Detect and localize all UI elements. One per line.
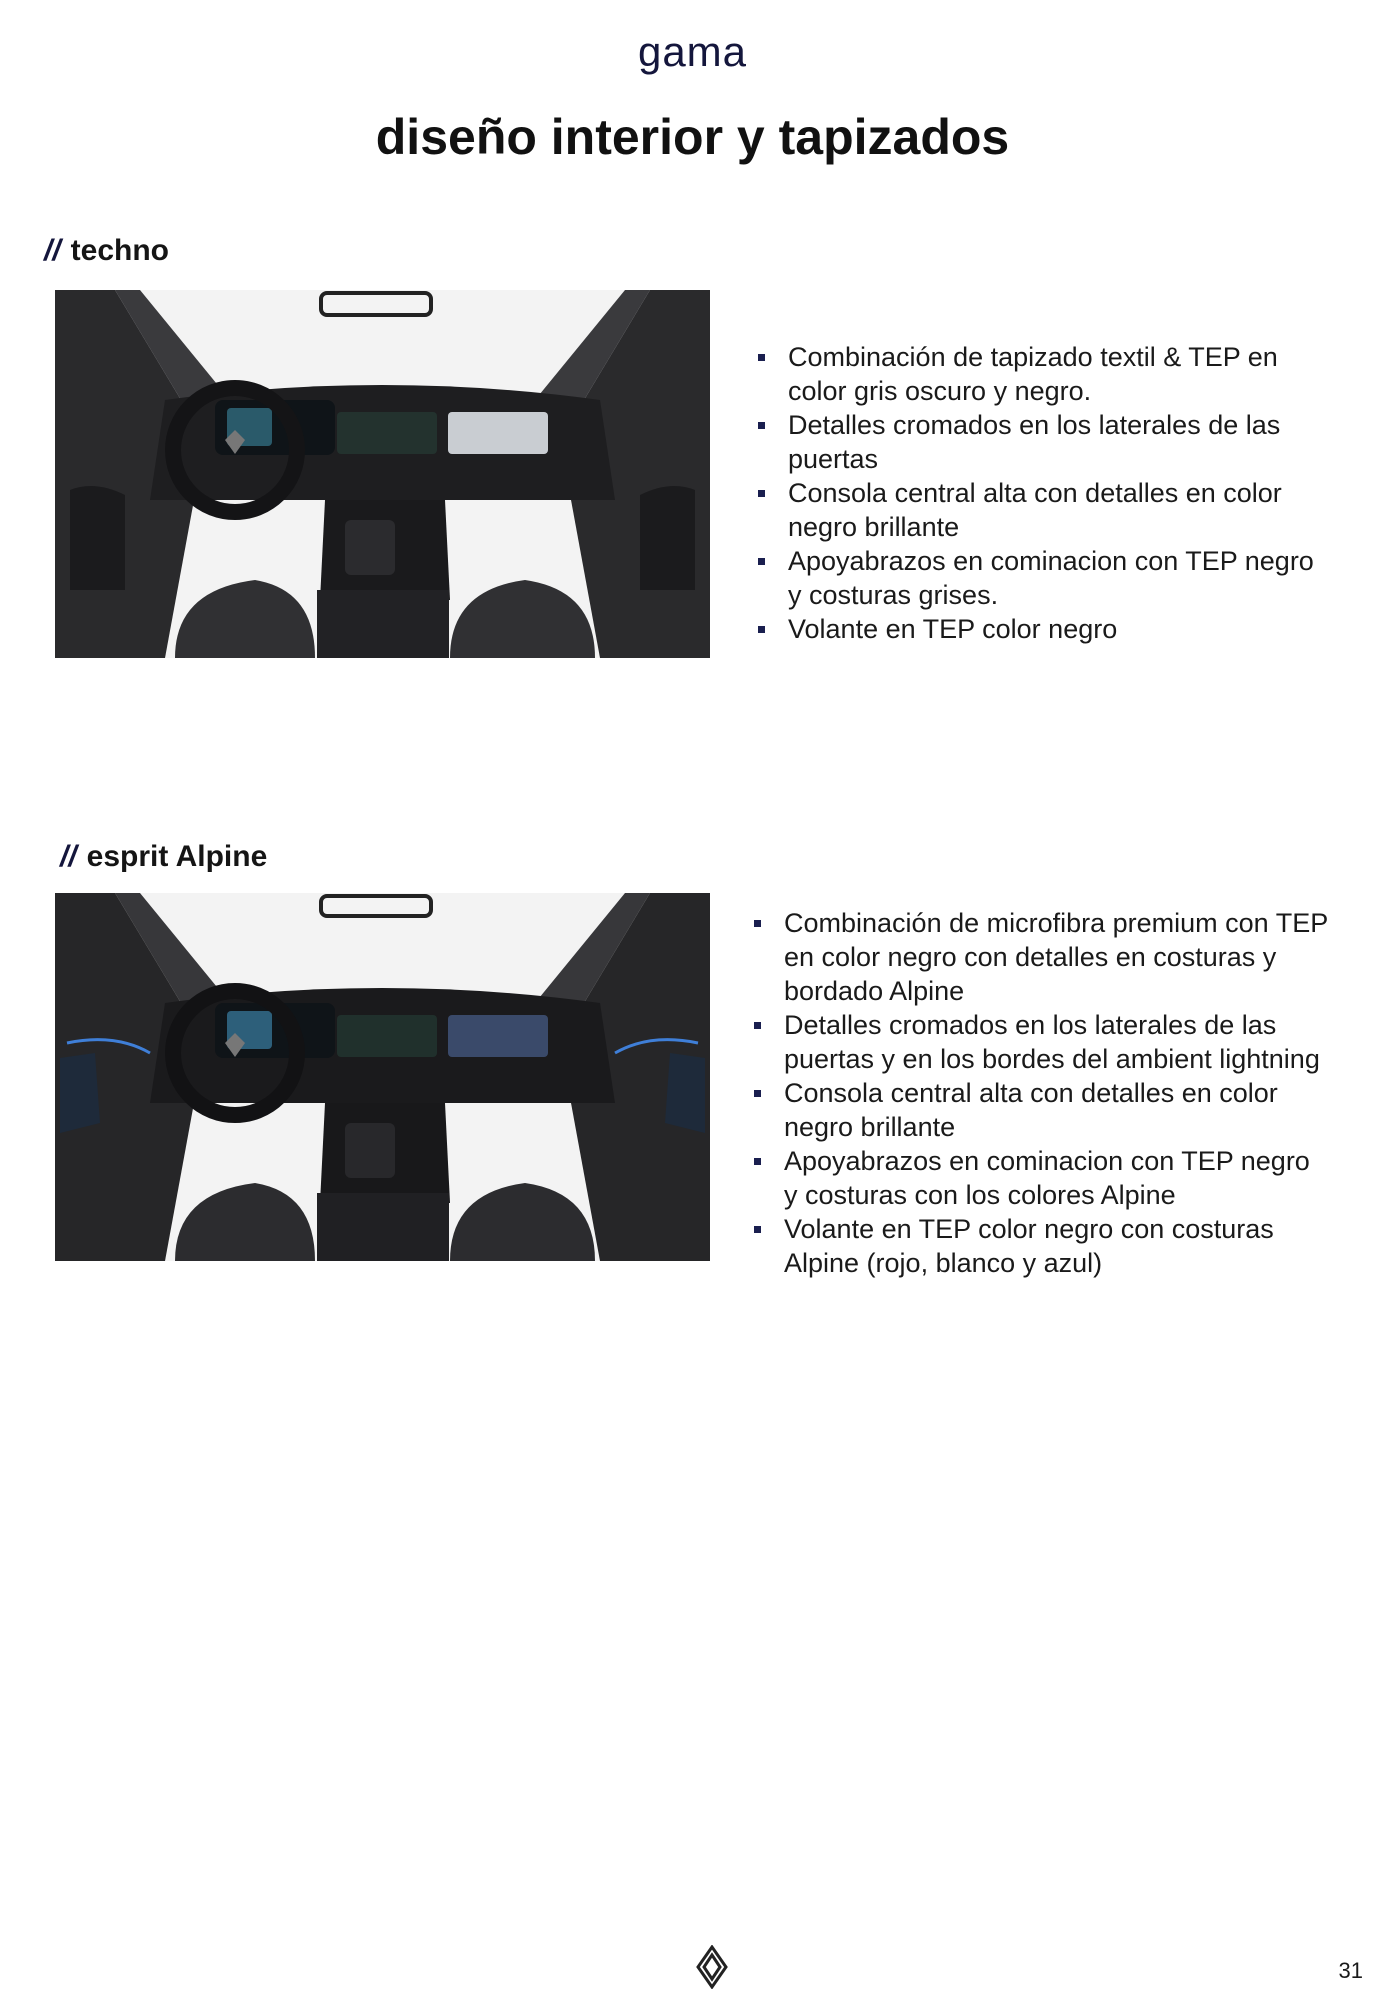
section-slashes: // xyxy=(60,840,77,873)
list-item: Consola central alta con detalles en color negro brillante xyxy=(750,1076,1330,1144)
page-title: diseño interior y tapizados xyxy=(375,109,1010,165)
section-label: techno xyxy=(70,234,170,267)
bullet-square-icon xyxy=(758,558,765,565)
list-item: Detalles cromados en los laterales de las puertas y en los bordes del ambient lightning xyxy=(750,1008,1330,1076)
esprit-alpine-feature-list xyxy=(750,906,1330,1280)
list-item: Consola central alta con detalles en color negro brillante xyxy=(754,476,1314,544)
section-title-esprit-alpine xyxy=(60,840,267,874)
list-item: Detalles cromados en los laterales de las puertas xyxy=(754,408,1314,476)
bullet-square-icon xyxy=(758,354,765,361)
esprit-alpine-interior-photo xyxy=(55,893,710,1261)
techno-interior-photo xyxy=(55,290,710,658)
bullet-square-icon xyxy=(754,1226,761,1233)
list-item: Combinación de microfibra premium con TEP en color negro con detalles en costuras y bordado Alpine xyxy=(750,906,1330,1008)
techno-feature-list xyxy=(754,340,1314,646)
section-title-techno xyxy=(44,234,169,268)
bullet-square-icon xyxy=(758,422,765,429)
car-interior-photo-icon xyxy=(55,893,710,1261)
section-slashes: // xyxy=(44,234,61,267)
page-number: 31 xyxy=(1338,1958,1363,1983)
list-item: Apoyabrazos en cominacion con TEP negro y costuras grises. xyxy=(754,544,1314,612)
brand-label: gama xyxy=(637,28,748,75)
car-interior-photo-icon xyxy=(55,290,710,658)
bullet-square-icon xyxy=(758,490,765,497)
section-label: esprit Alpine xyxy=(86,840,268,873)
bullet-square-icon xyxy=(754,1158,761,1165)
list-item: Apoyabrazos en cominacion con TEP negro y costuras con los colores Alpine xyxy=(750,1144,1330,1212)
bullet-square-icon xyxy=(758,626,765,633)
list-item: Combinación de tapizado textil & TEP en color gris oscuro y negro. xyxy=(754,340,1314,408)
bullet-square-icon xyxy=(754,920,761,927)
bullet-square-icon xyxy=(754,1022,761,1029)
renault-logo-icon xyxy=(694,1945,730,1989)
list-item: Volante en TEP color negro con costuras Alpine (rojo, blanco y azul) xyxy=(750,1212,1330,1280)
bullet-square-icon xyxy=(754,1090,761,1097)
list-item: Volante en TEP color negro xyxy=(754,612,1314,646)
